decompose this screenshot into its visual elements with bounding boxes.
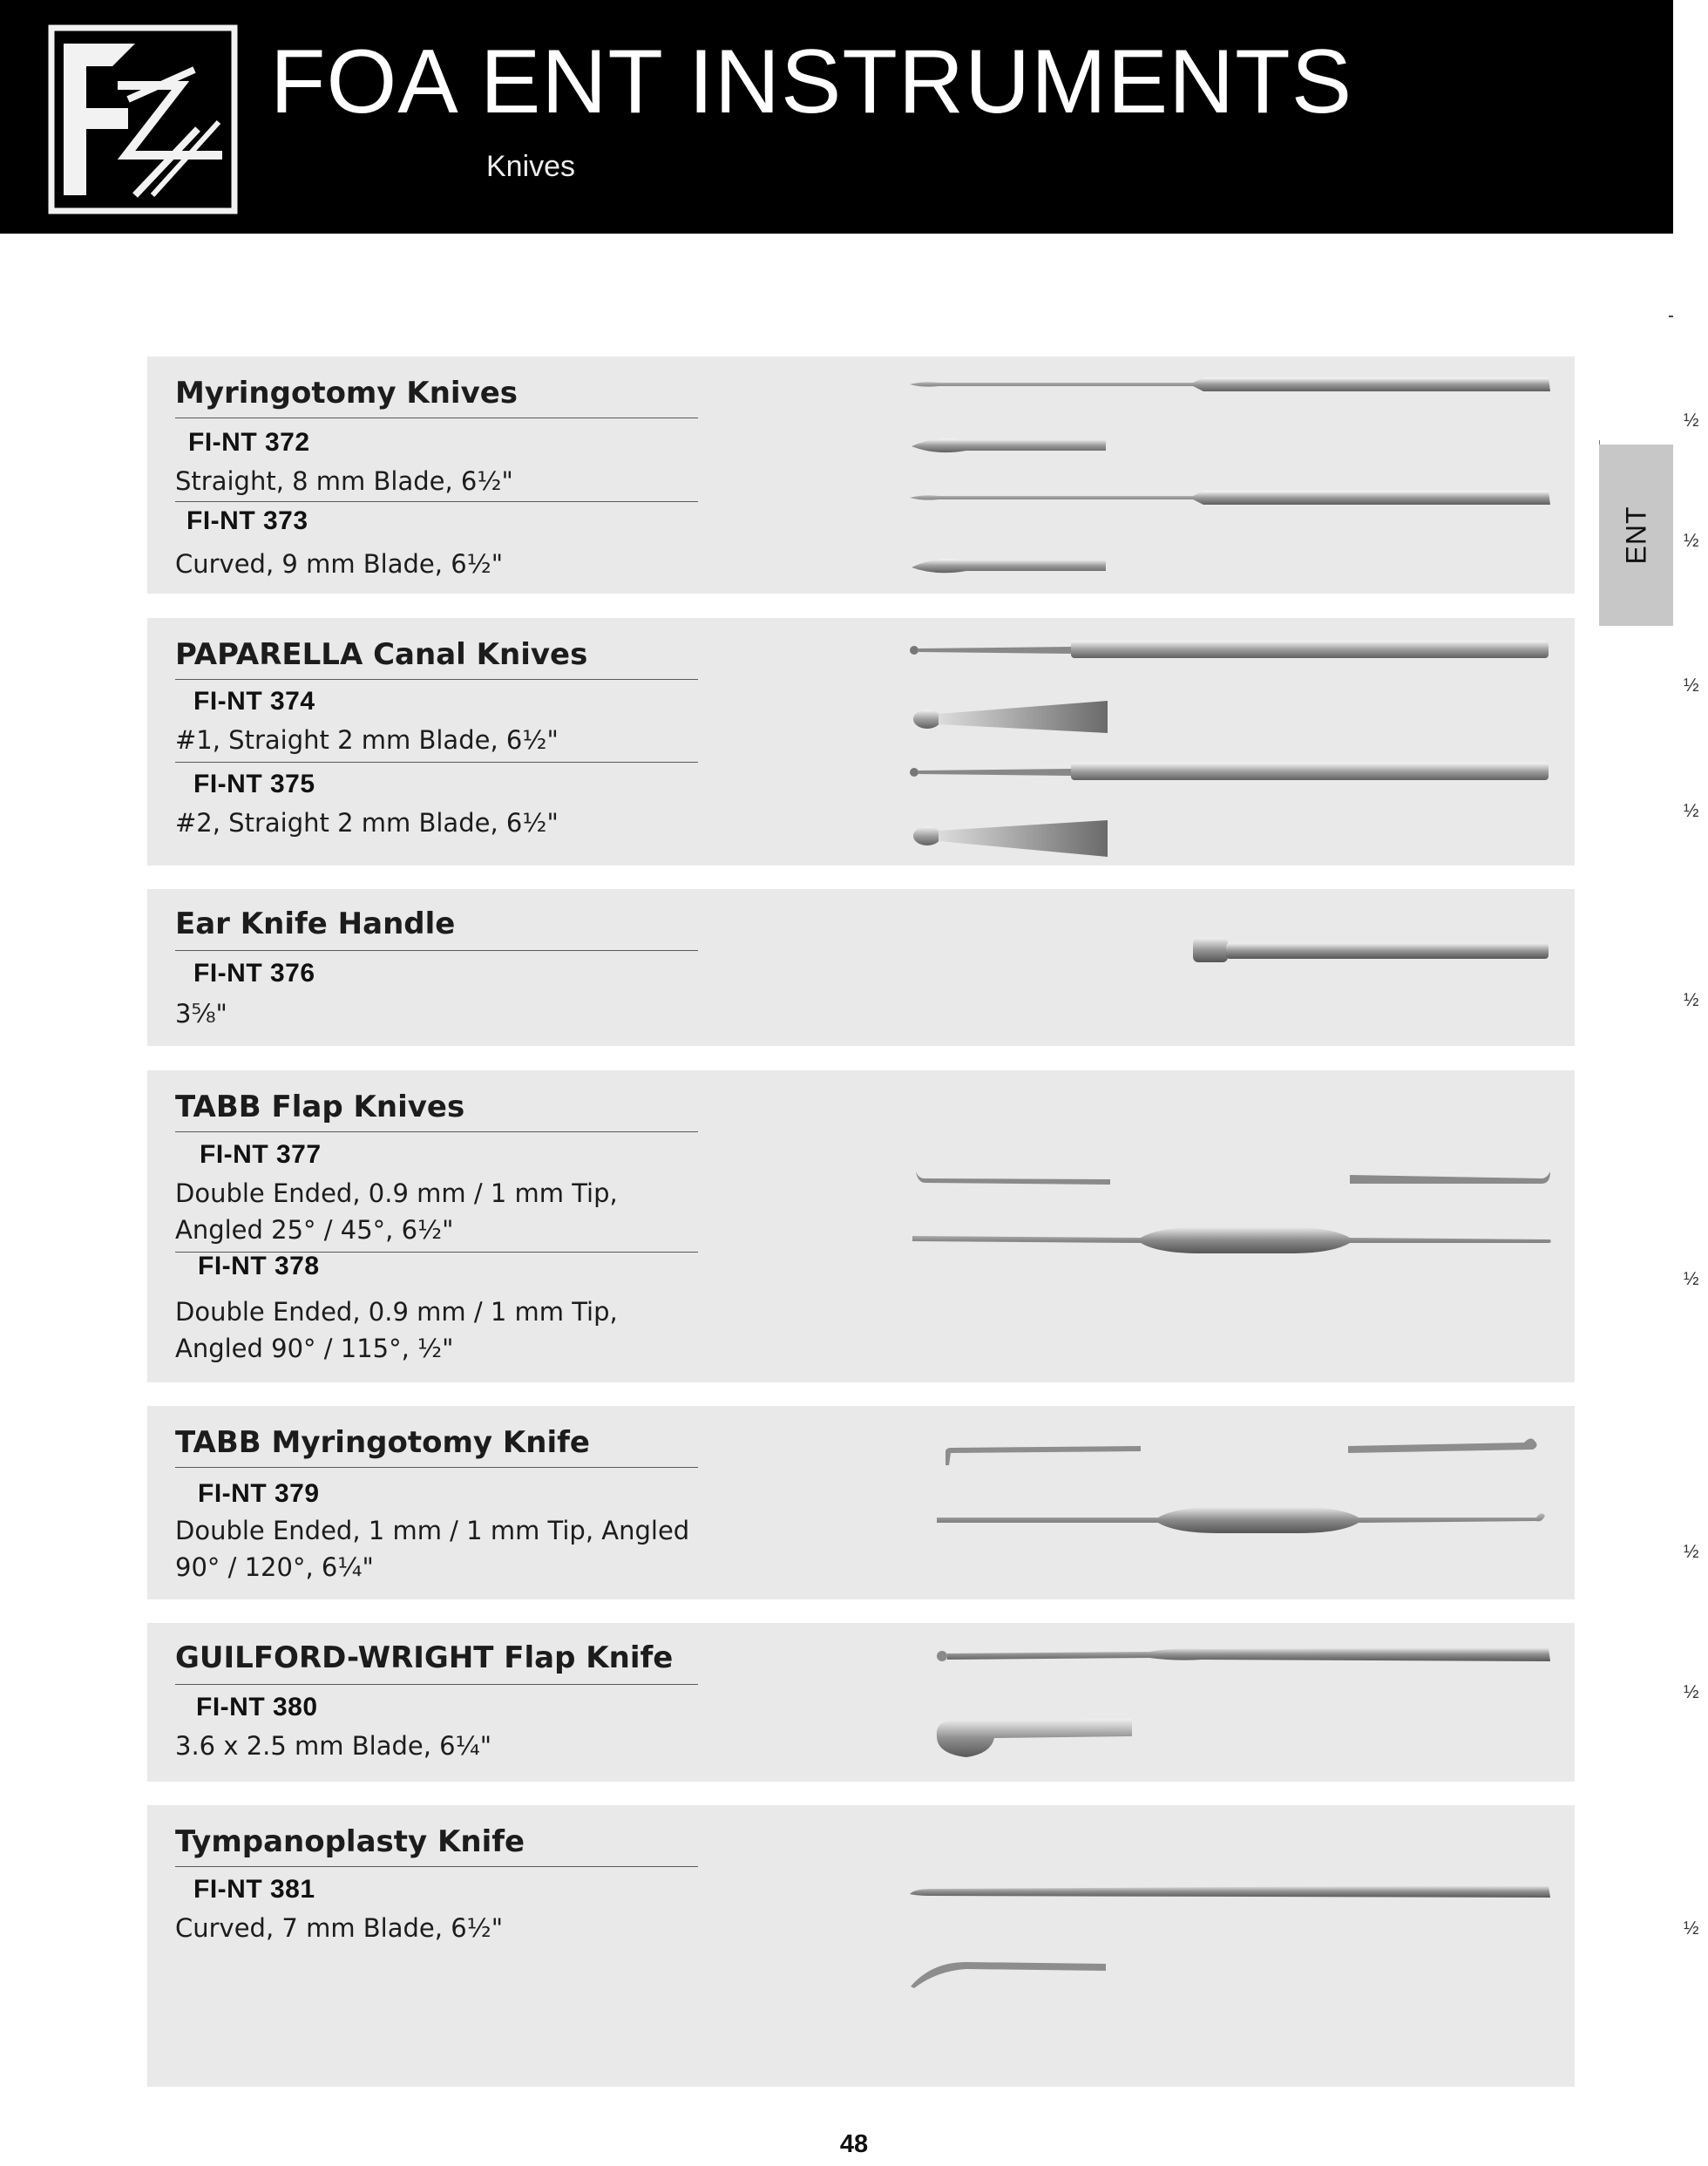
instrument-illustration	[147, 1070, 1575, 1382]
product-section-tabb-flap-knives	[147, 1070, 1699, 1382]
product-description: Double Ended, 0.9 mm / 1 mm Tip, Angled 90° / 115°, ½"	[175, 1297, 618, 1363]
brand-title: FOA ENT INSTRUMENTS	[270, 31, 1353, 132]
product-description: Curved, 7 mm Blade, 6½"	[175, 1913, 504, 1943]
section-title: TABB Flap Knives	[175, 1090, 465, 1124]
product-description: Double Ended, 0.9 mm / 1 mm Tip, Angled 25° / 45°, 6½"	[175, 1178, 618, 1245]
section-tab-ent[interactable]	[1599, 445, 1673, 626]
scale-label: ½	[1684, 1269, 1699, 1289]
section-title: Tympanoplasty Knife	[175, 1824, 525, 1859]
scale-label: ½	[1684, 1542, 1699, 1562]
page-number: 48	[839, 2130, 869, 2158]
instrument-illustration	[147, 1623, 1575, 1782]
instrument-illustration	[147, 356, 1575, 594]
product-code: FI-NT 376	[193, 959, 315, 988]
product-code: FI-NT 375	[193, 770, 315, 798]
instrument-illustration	[147, 889, 1575, 1046]
product-code: FI-NT 372	[188, 428, 310, 457]
foa-logo	[48, 24, 238, 214]
product-code: FI-NT 380	[196, 1693, 318, 1721]
product-description: Straight, 8 mm Blade, 6½"	[175, 466, 513, 496]
product-section-guilford-wright-flap-knife	[147, 1623, 1699, 1782]
header-bar	[0, 0, 1673, 234]
page-subtitle: Knives	[486, 150, 576, 183]
section-title: Ear Knife Handle	[175, 906, 456, 941]
instrument-illustration	[147, 1406, 1575, 1599]
scale-label: ½	[1684, 801, 1699, 821]
product-description: Curved, 9 mm Blade, 6½"	[175, 549, 504, 579]
product-section-paparella-canal-knives	[147, 618, 1699, 866]
product-description: 3⅝"	[175, 999, 227, 1029]
section-tab-label: ENT	[1620, 506, 1651, 565]
product-description: Double Ended, 1 mm / 1 mm Tip, Angled 90° / 120°, 6¼"	[175, 1516, 690, 1582]
instrument-illustration	[147, 1805, 1575, 2087]
margin-tick	[1669, 316, 1673, 317]
product-section-ear-knife-handle	[147, 889, 1699, 1046]
instrument-illustration	[147, 618, 1575, 866]
section-title: GUILFORD-WRIGHT Flap Knife	[175, 1640, 674, 1675]
product-code: FI-NT 381	[193, 1875, 315, 1904]
scale-label: ½	[1684, 1918, 1699, 1939]
section-title: PAPARELLA Canal Knives	[175, 637, 588, 672]
product-description: #1, Straight 2 mm Blade, 6½"	[175, 725, 559, 755]
scale-label: ½	[1684, 531, 1699, 551]
product-section-tympanoplasty-knife	[147, 1805, 1699, 2087]
product-code: FI-NT 374	[193, 687, 315, 716]
section-title: TABB Myringotomy Knife	[175, 1425, 590, 1460]
product-code: FI-NT 373	[186, 506, 308, 535]
section-title: Myringotomy Knives	[175, 376, 518, 411]
product-section-tabb-myringotomy-knife	[147, 1406, 1699, 1599]
product-code: FI-NT 377	[200, 1140, 322, 1169]
scale-label: ½	[1684, 990, 1699, 1010]
product-description: 3.6 x 2.5 mm Blade, 6¼"	[175, 1731, 492, 1761]
scale-label: ½	[1684, 676, 1699, 696]
product-code: FI-NT 378	[198, 1252, 320, 1280]
product-code: FI-NT 379	[198, 1479, 320, 1508]
scale-label: ½	[1684, 1682, 1699, 1702]
scale-label: ½	[1684, 411, 1699, 431]
product-description: #2, Straight 2 mm Blade, 6½"	[175, 808, 559, 838]
